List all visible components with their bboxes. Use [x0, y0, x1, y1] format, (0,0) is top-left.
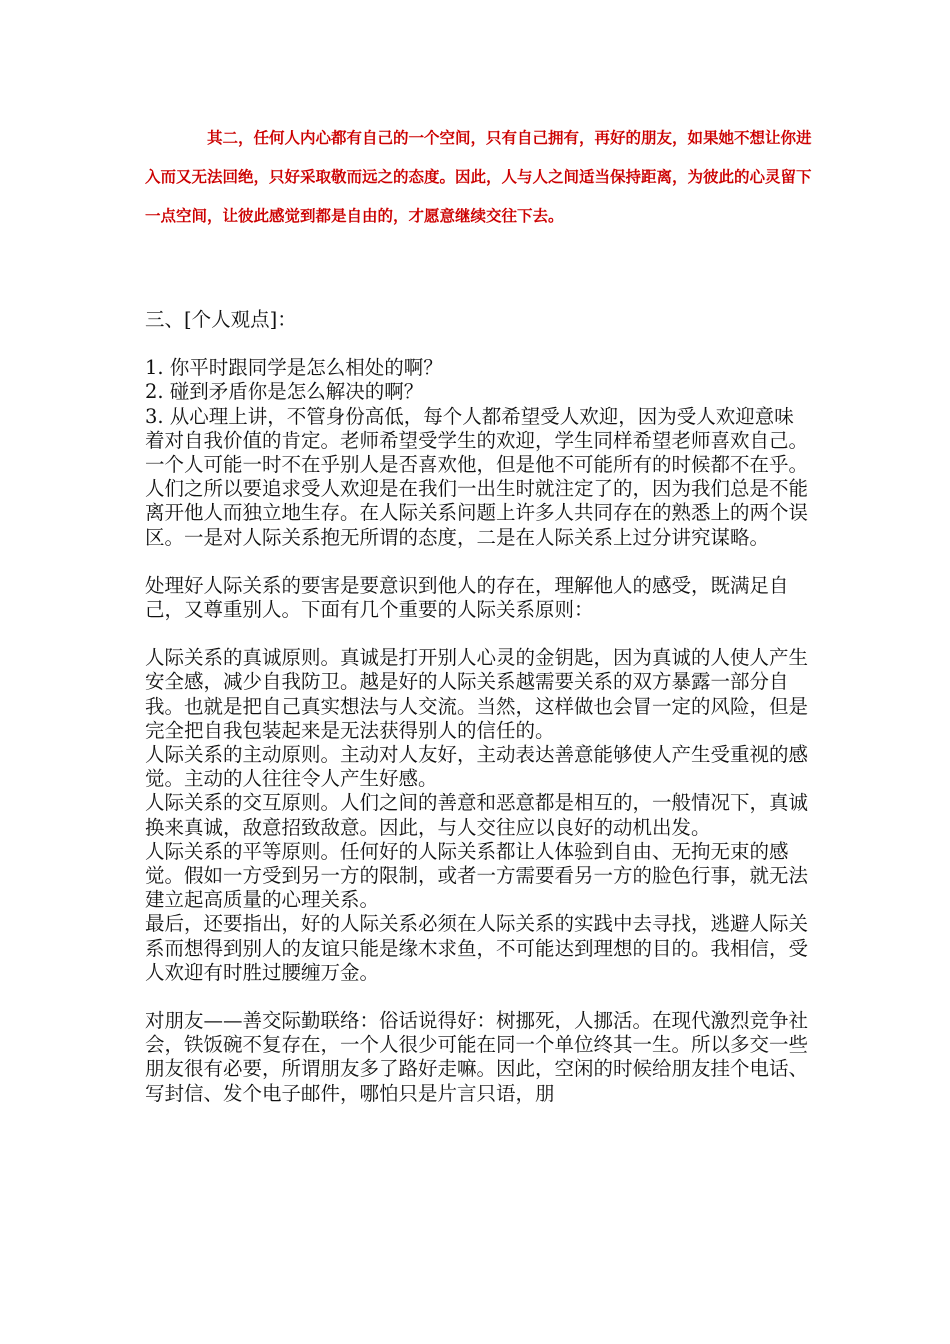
principle-reciprocity: 人际关系的交互原则。人们之间的善意和恶意都是相互的，一般情况下，真诚换来真诚，敌意招致敌意。因此，与人交往应以良好的动机出发。 [145, 791, 809, 839]
conclusion-paragraph: 最后，还要指出，好的人际关系必须在人际关系的实践中去寻找，逃避人际关系而想得到别人的友谊只能是缘木求鱼，不可能达到理想的目的。我相信，受人欢迎有时胜过腰缠万金。 [145, 912, 809, 984]
intro-paragraph: 处理好人际关系的要害是要意识到他人的存在，理解他人的感受，既满足自己，又尊重别人。下面有几个重要的人际关系原则： [145, 573, 789, 622]
principle-sincerity: 人际关系的真诚原则。真诚是打开别人心灵的金钥匙，因为真诚的人使人产生安全感，减少自我防卫。越是好的人际关系越需要关系的双方暴露一部分自我。也就是把自己真实想法与人交流。当然，这样做也会冒一定的风险，但是完全把自我包装起来是无法获得别人的信任的。 [145, 646, 809, 742]
red-paragraph: 其二，任何人内心都有自己的一个空间，只有自己拥有，再好的朋友，如果她不想让你进入而又无法回绝，只好采取敬而远之的态度。因此，人与人之间适当保持距离，为彼此的心灵留下一点空间，让彼此感觉到都是自由的，才愿意继续交往下去。 [145, 128, 812, 225]
spacer [145, 550, 813, 574]
question-3: 3. 从心理上讲，不管身份高低，每个人都希望受人欢迎，因为受人欢迎意味着对自我价值的肯定。老师希望受学生的欢迎，学生同样希望老师喜欢自己。一个人可能一时不在乎别人是否喜欢他，但是他不可能所有的时候都不在乎。人们之所以要追求受人欢迎是在我们一出生时就注定了的，因为我们总是不能离开他人而独立地生存。在人际关系问题上许多人共同存在的熟悉上的两个误区。一是对人际关系抱无所谓的态度，二是在人际关系上过分讲究谋略。 [145, 404, 809, 549]
question-1: 1. 你平时跟同学是怎么相处的啊？ [145, 356, 443, 380]
principle-initiative: 人际关系的主动原则。主动对人友好，主动表达善意能够使人产生受重视的感觉。主动的人往往令人产生好感。 [145, 743, 809, 791]
question-2: 2. 碰到矛盾你是怎么解决的啊？ [145, 380, 424, 404]
friends-paragraph: 对朋友——善交际勤联络：俗话说得好：树挪死，人挪活。在现代激烈竞争社会，铁饭碗不复存在，一个人很少可能在同一个单位终其一生。所以多交一些朋友很有必要，所谓朋友多了路好走嘛。因此，空闲的时候给朋友挂个电话、写封信、发个电子邮件，哪怕只是片言只语，朋 [145, 1009, 809, 1105]
spacer [145, 332, 813, 356]
document-body [145, 308, 813, 1106]
spacer [145, 985, 813, 1009]
principle-equality: 人际关系的平等原则。任何好的人际关系都让人体验到自由、无拘无束的感觉。假如一方受到另一方的限制，或者一方需要看另一方的脸色行事，就无法建立起高质量的心理关系。 [145, 839, 809, 912]
section-heading: 三、[个人观点]： [145, 308, 297, 331]
spacer [145, 622, 813, 646]
